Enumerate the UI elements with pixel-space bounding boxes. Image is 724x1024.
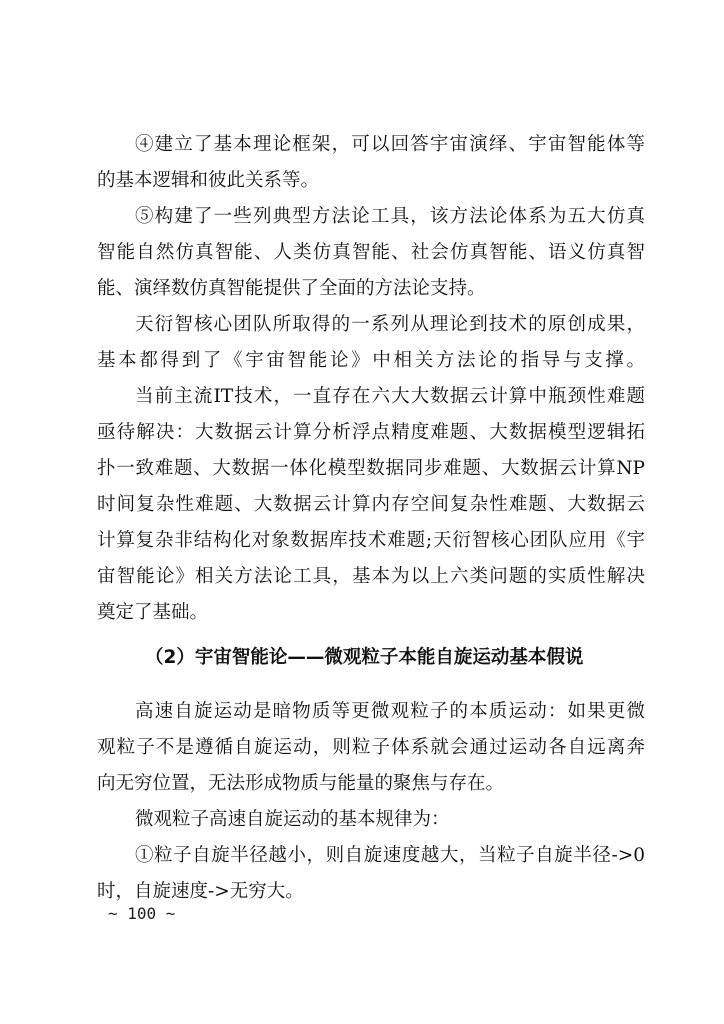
paragraph-line: 微观粒子高速自旋运动的基本规律为： bbox=[135, 809, 450, 830]
paragraph-line: 能、演绎数仿真智能提供了全面的方法论支持。 bbox=[97, 278, 486, 299]
paragraph-line: 天衍智核心团队所取得的一系列从理论到技术的原创成果， bbox=[135, 314, 645, 335]
paragraph-line: 时，自旋速度->无穷大。 bbox=[97, 881, 304, 902]
section-heading: （2）宇宙智能论——微观粒子本能自旋运动基本假说 bbox=[145, 647, 584, 668]
paragraph-line: 当前主流IT技术，一直存在六大大数据云计算中瓶颈性难题 bbox=[135, 386, 645, 407]
paragraph-line: 观粒子不是遵循自旋运动，则粒子体系就会通过运动各自远离奔 bbox=[97, 737, 645, 758]
paragraph-line: ④建立了基本理论框架，可以回答宇宙演绎、宇宙智能体等 bbox=[135, 134, 645, 155]
paragraph-line: 计算复杂非结构化对象数据库技术难题;天衍智核心团队应用《宇 bbox=[97, 530, 645, 551]
paragraph-line: 的基本逻辑和彼此关系等。 bbox=[97, 170, 320, 191]
paragraph-line: 基本都得到了《宇宙智能论》中相关方法论的指导与支撑。 bbox=[97, 350, 645, 371]
paragraph-line: ①粒子自旋半径越小，则自旋速度越大，当粒子自旋半径->0 bbox=[135, 845, 645, 866]
paragraph-line: 时间复杂性难题、大数据云计算内存空间复杂性难题、大数据云 bbox=[97, 494, 645, 515]
paragraph-line: 奠定了基础。 bbox=[97, 602, 209, 623]
paragraph-line: 智能自然仿真智能、人类仿真智能、社会仿真智能、语义仿真智 bbox=[97, 242, 645, 263]
paragraph-line: 扑一致难题、大数据一体化模型数据同步难题、大数据云计算NP bbox=[97, 458, 645, 479]
paragraph-line: 高速自旋运动是暗物质等更微观粒子的本质运动：如果更微 bbox=[135, 701, 645, 722]
section-2-body bbox=[97, 694, 645, 910]
section-1-body bbox=[97, 127, 645, 631]
paragraph-line: 亟待解决：大数据云计算分析浮点精度难题、大数据模型逻辑拓 bbox=[97, 422, 645, 443]
paragraph-line: 向无穷位置，无法形成物质与能量的聚焦与存在。 bbox=[97, 773, 505, 794]
paragraph-line: ⑤构建了一些列典型方法论工具，该方法论体系为五大仿真 bbox=[135, 206, 645, 227]
page-number: ~ 100 ~ bbox=[108, 904, 176, 923]
paragraph-line: 宙智能论》相关方法论工具，基本为以上六类问题的实质性解决 bbox=[97, 566, 645, 587]
